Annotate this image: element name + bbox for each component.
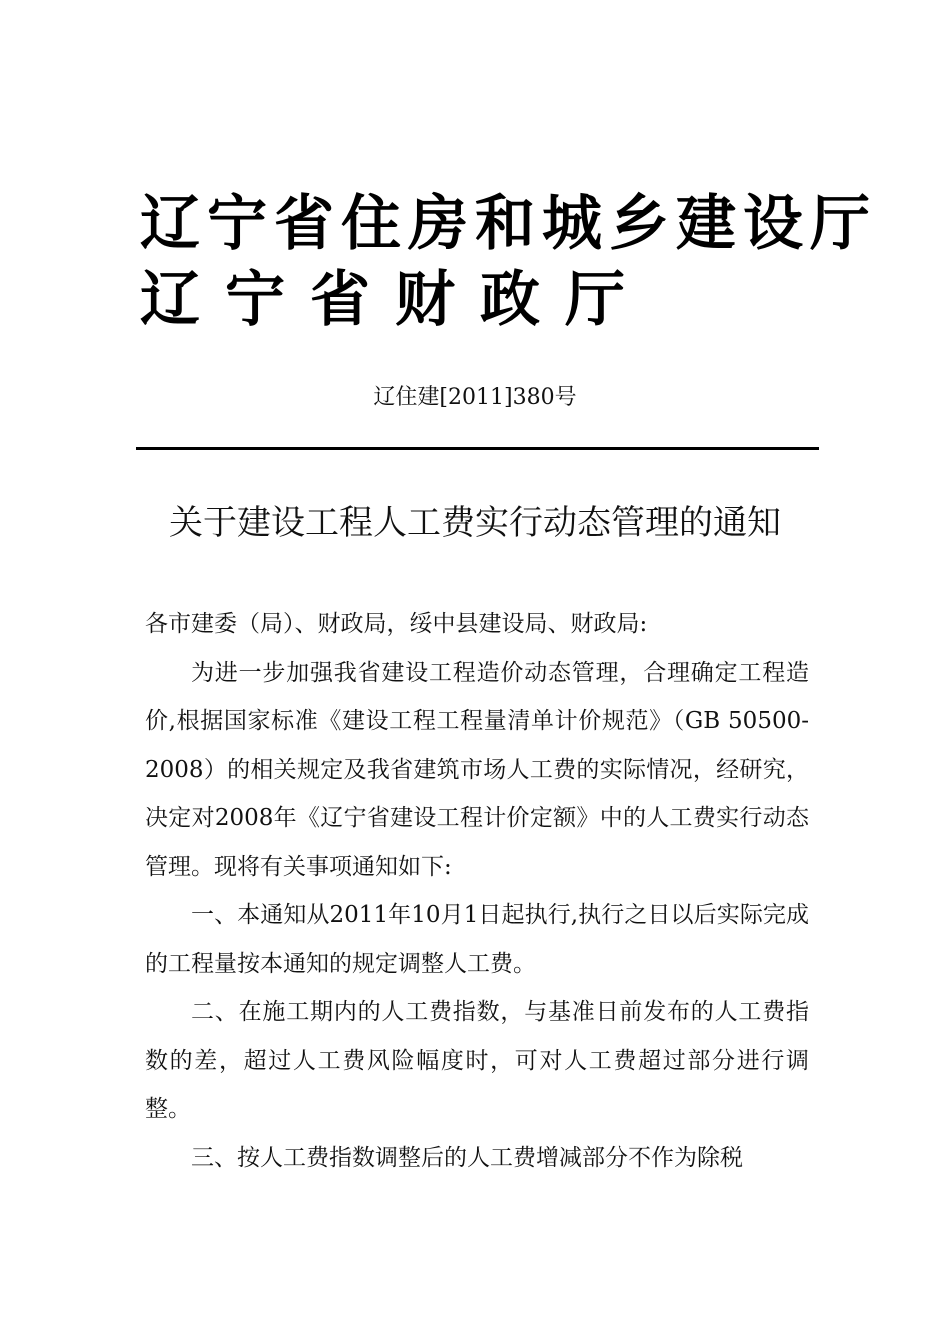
notice-title: 关于建设工程人工费实行动态管理的通知 bbox=[169, 503, 781, 543]
paragraph-item-1: 一、本通知从2011年10月1日起执行,执行之日以后实际完成的工程量按本通知的规定调整人工费。 bbox=[145, 902, 809, 977]
header-divider bbox=[136, 447, 819, 450]
paragraph-intro: 为进一步加强我省建设工程造价动态管理，合理确定工程造价,根据国家标准《建设工程工程量清单计价规范》（GB 50500-2008）的相关规定及我省建筑市场人工费的实际情况，经研究，决定对2008年《辽宁省建设工程计价定额》中的人工费实行动态管理。现将有关事项通知如下: bbox=[145, 659, 809, 880]
salutation: 各市建委（局）、财政局，绥中县建设局、财政局: bbox=[145, 611, 648, 637]
notice-body bbox=[145, 600, 809, 1182]
document-number: 辽住建[2011]380号 bbox=[373, 385, 577, 410]
paragraph-item-2: 二、在施工期内的人工费指数，与基准日前发布的人工费指数的差，超过人工费风险幅度时，可对人工费超过部分进行调整。 bbox=[145, 999, 809, 1122]
issuer-housing-department: 辽宁省住房和城乡建设厅 bbox=[140, 189, 877, 259]
paragraph-item-3: 三、按人工费指数调整后的人工费增减部分不作为除税 bbox=[191, 1144, 743, 1171]
issuer-finance-department: 辽宁省财政厅 bbox=[140, 265, 650, 335]
